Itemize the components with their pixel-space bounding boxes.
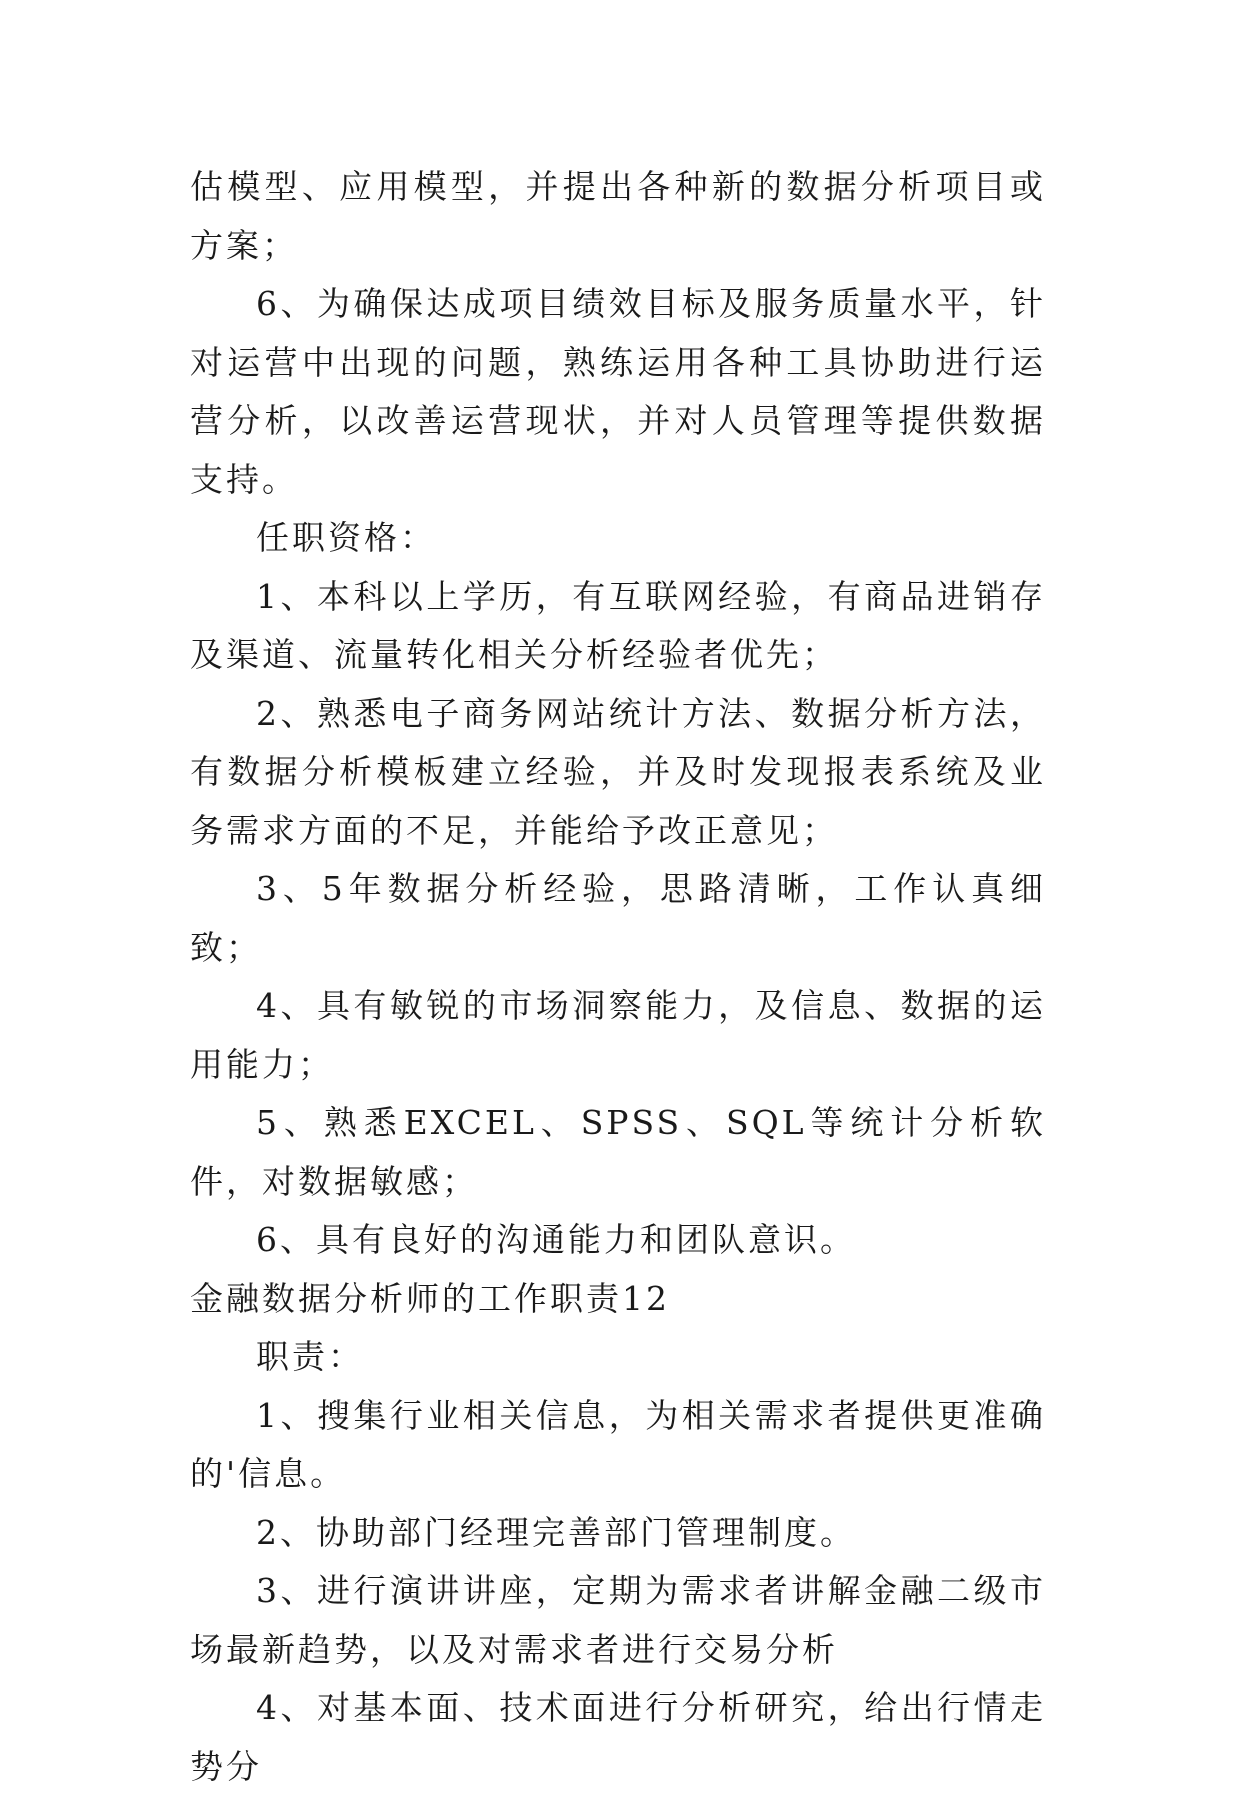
heading-qualifications: 任职资格： [256, 518, 436, 557]
paragraph-duty-1: 1、搜集行业相关信息，为相关需求者提供更准确的'信息。 [190, 1395, 1046, 1493]
paragraph-qualification-5: 5、熟悉EXCEL、SPSS、SQL等统计分析软件，对数据敏感； [190, 1103, 1046, 1201]
paragraph-qualification-3: 3、5年数据分析经验，思路清晰，工作认真细致； [190, 869, 1046, 967]
document-body [190, 158, 1046, 1796]
section-title: 金融数据分析师的工作职责12 [190, 1278, 670, 1318]
paragraph-duty-4: 4、对基本面、技术面进行分析研究，给出行情走势分 [190, 1688, 1046, 1786]
paragraph-duty-3: 3、进行演讲讲座，定期为需求者讲解金融二级市场最新趋势，以及对需求者进行交易分析 [190, 1571, 1046, 1669]
paragraph-duty-2: 2、协助部门经理完善部门管理制度。 [256, 1512, 856, 1552]
paragraph-qualification-1: 1、本科以上学历，有互联网经验，有商品进销存及渠道、流量转化相关分析经验者优先； [190, 576, 1046, 674]
heading-duties: 职责： [256, 1337, 364, 1376]
paragraph-qualification-2: 2、熟悉电子商务网站统计方法、数据分析方法，有数据分析模板建立经验，并及时发现报表系统及业务需求方面的不足，并能给予改正意见； [190, 693, 1046, 850]
paragraph-qualification-6: 6、具有良好的沟通能力和团队意识。 [256, 1220, 856, 1259]
paragraph-continuation: 估模型、应用模型，并提出各种新的数据分析项目或方案； [190, 167, 1046, 265]
paragraph-duty-6: 6、为确保达成项目绩效目标及服务质量水平，针对运营中出现的问题，熟练运用各种工具协助进行运营分析，以改善运营现状，并对人员管理等提供数据支持。 [190, 284, 1046, 499]
paragraph-qualification-4: 4、具有敏锐的市场洞察能力，及信息、数据的运用能力； [190, 986, 1046, 1084]
